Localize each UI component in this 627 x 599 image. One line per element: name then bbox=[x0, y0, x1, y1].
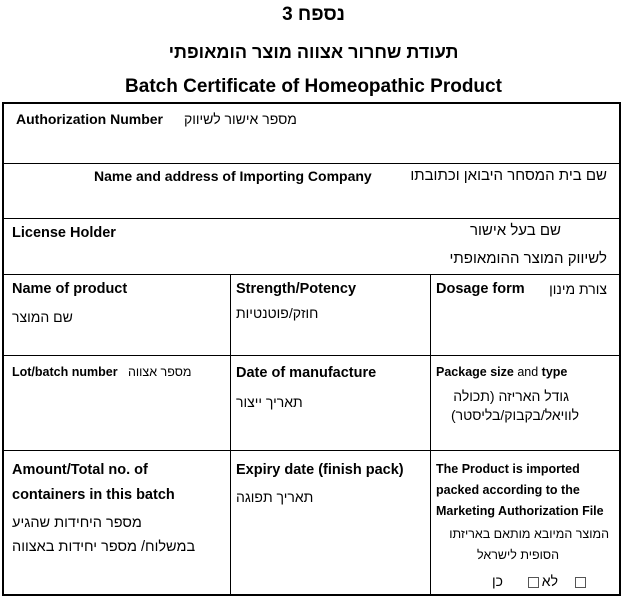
package-size-label-he-1: גודל האריזה (תכולה bbox=[453, 388, 569, 404]
amount-label-en-2: containers in this batch bbox=[12, 487, 175, 503]
no-option-label: לא bbox=[541, 573, 558, 589]
imported-label-en-1: The Product is imported bbox=[436, 462, 580, 476]
manufacture-date-label-he: תאריך ייצור bbox=[236, 394, 303, 410]
row-divider bbox=[4, 218, 619, 219]
yes-no-options bbox=[492, 572, 589, 590]
importer-label-en: Name and address of Importing Company bbox=[94, 168, 372, 184]
appendix-title: נספח 3 bbox=[282, 4, 345, 25]
column-divider bbox=[230, 274, 231, 596]
form-title-english: Batch Certificate of Homeopathic Product bbox=[125, 76, 502, 97]
imported-label-he-1: המוצר המיובא מותאם באריזתו bbox=[449, 527, 609, 541]
amount-label-he-2: במשלוח/ מספר יחידות באצווה bbox=[12, 539, 196, 555]
column-divider bbox=[430, 274, 431, 596]
package-and-text: and bbox=[517, 365, 539, 379]
package-size-label-he-2: לוויאל/בקבוק/בליסטר) bbox=[451, 407, 579, 423]
strength-label-he: חוזק/פוטנטיות bbox=[236, 305, 319, 321]
no-checkbox[interactable] bbox=[528, 577, 539, 588]
package-size-label-en bbox=[436, 363, 567, 381]
license-holder-label-he-1: שם בעל אישור bbox=[470, 222, 561, 239]
license-holder-label-en: License Holder bbox=[12, 225, 116, 241]
package-type-text: type bbox=[541, 365, 568, 379]
batch-certificate-form bbox=[2, 102, 621, 596]
license-holder-label-he-2: לשיווק המוצר ההומאופתי bbox=[449, 250, 607, 267]
product-name-label-he: שם המוצר bbox=[12, 309, 73, 325]
row-divider bbox=[4, 450, 619, 451]
yes-checkbox[interactable] bbox=[575, 577, 586, 588]
lot-number-label-he: מספר אצווה bbox=[128, 365, 192, 379]
expiry-date-label-he: תאריך תפוגה bbox=[236, 489, 314, 505]
imported-label-he-2: הסופית לישראל bbox=[477, 548, 559, 562]
package-size-text: Package size bbox=[436, 365, 514, 379]
row-divider bbox=[4, 274, 619, 275]
dosage-form-label-he: צורת מינון bbox=[549, 281, 607, 297]
row-divider bbox=[4, 355, 619, 356]
manufacture-date-label-en: Date of manufacture bbox=[236, 365, 377, 381]
lot-number-label-en: Lot/batch number bbox=[12, 365, 118, 379]
dosage-form-label-en: Dosage form bbox=[436, 281, 525, 297]
expiry-date-label-en: Expiry date (finish pack) bbox=[236, 462, 404, 478]
importer-label-he: שם בית המסחר היבואן וכתובתו bbox=[410, 167, 607, 184]
amount-label-en-1: Amount/Total no. of bbox=[12, 462, 148, 478]
imported-label-en-3: Marketing Authorization File bbox=[436, 504, 604, 518]
strength-label-en: Strength/Potency bbox=[236, 281, 357, 297]
product-name-label-en: Name of product bbox=[12, 281, 128, 297]
form-title-hebrew: תעודת שחרור אצווה מוצר הומאופתי bbox=[168, 42, 459, 62]
row-divider bbox=[4, 163, 619, 164]
amount-label-he-1: מספר היחידות שהגיע bbox=[12, 515, 142, 531]
authorization-label-he: מספר אישור לשיווק bbox=[184, 111, 297, 127]
imported-label-en-2: packed according to the bbox=[436, 483, 580, 497]
authorization-label-en: Authorization Number bbox=[16, 111, 163, 127]
yes-option-label: כן bbox=[492, 573, 503, 589]
